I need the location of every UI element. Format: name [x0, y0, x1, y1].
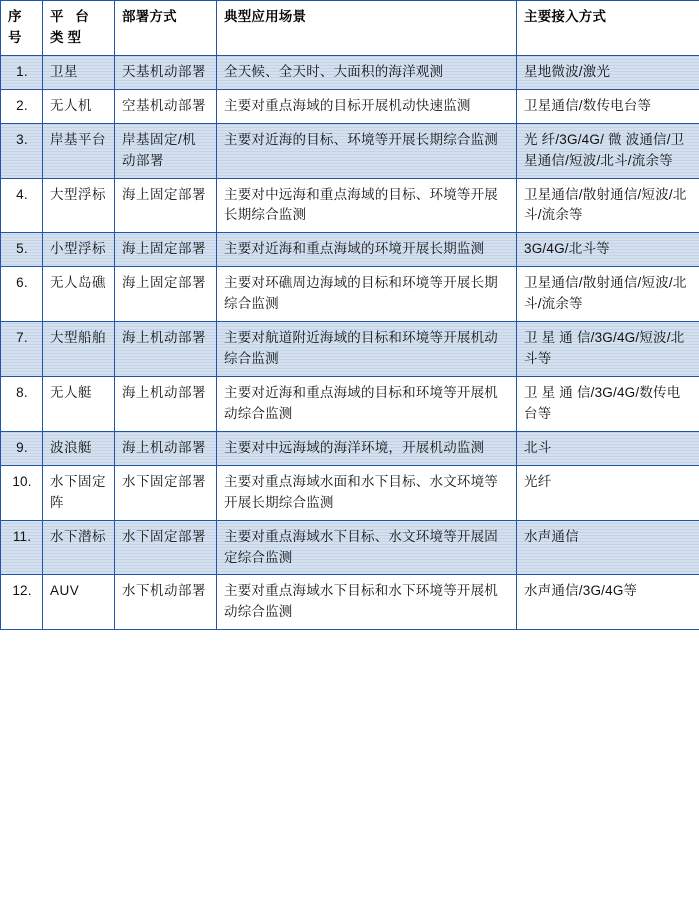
cell-typical-application — [217, 431, 517, 465]
cell-platform-type — [43, 55, 115, 89]
cell-typical-application-text: 主要对环礁周边海域的目标和环境等开展长期综合监测 — [224, 275, 498, 312]
cell-typical-application — [217, 376, 517, 431]
cell-typical-application-text: 主要对近海的目标、环境等开展长期综合监测 — [224, 131, 498, 147]
cell-typical-application — [217, 178, 517, 233]
cell-deployment-method — [115, 465, 217, 520]
cell-serial-number — [1, 178, 43, 233]
cell-deployment-method — [115, 575, 217, 630]
cell-serial-number-text: 6. — [16, 275, 28, 291]
cell-serial-number-text: 12. — [12, 583, 32, 599]
cell-platform-type — [43, 431, 115, 465]
cell-platform-type-text: AUV — [50, 583, 80, 599]
cell-deployment-method — [115, 431, 217, 465]
table-header — [1, 1, 699, 56]
cell-typical-application-text: 主要对重点海域水面和水下目标、水文环境等开展长期综合监测 — [224, 473, 498, 510]
cell-serial-number-text: 10. — [12, 473, 32, 489]
cell-serial-number — [1, 55, 43, 89]
cell-deployment-method-text: 海上机动部署 — [122, 330, 206, 346]
column-header-serial-number: 序 号 — [1, 1, 43, 56]
table-row — [1, 267, 699, 322]
column-header-access-method: 主要接入方式 — [517, 1, 699, 56]
cell-deployment-method-text: 海上固定部署 — [122, 275, 206, 291]
table-row — [1, 575, 699, 630]
cell-access-method — [517, 267, 699, 322]
cell-serial-number-text: 7. — [16, 330, 28, 346]
table-row — [1, 465, 699, 520]
cell-typical-application-text: 主要对中远海域的海洋环境，开展机动监测 — [224, 439, 485, 455]
cell-deployment-method-text: 空基机动部署 — [122, 97, 206, 113]
cell-deployment-method-text: 水下固定部署 — [122, 473, 206, 489]
cell-typical-application — [217, 520, 517, 575]
cell-deployment-method-text: 海上机动部署 — [122, 439, 206, 455]
cell-access-method — [517, 376, 699, 431]
cell-serial-number — [1, 322, 43, 377]
cell-access-method — [517, 89, 699, 123]
cell-deployment-method-text: 岸基固定/机动部署 — [122, 131, 197, 168]
cell-serial-number — [1, 520, 43, 575]
cell-serial-number-text: 8. — [16, 384, 28, 400]
cell-deployment-method — [115, 178, 217, 233]
cell-access-method — [517, 322, 699, 377]
cell-deployment-method-text: 水下固定部署 — [122, 528, 206, 544]
cell-serial-number — [1, 233, 43, 267]
cell-serial-number — [1, 575, 43, 630]
cell-access-method-text: 卫星通信/散射通信/短波/北斗/流余等 — [524, 275, 687, 312]
column-header-typical-application: 典型应用场景 — [217, 1, 517, 56]
cell-serial-number-text: 2. — [16, 97, 28, 113]
cell-serial-number-text: 11. — [12, 528, 32, 544]
cell-access-method — [517, 123, 699, 178]
cell-serial-number — [1, 123, 43, 178]
column-header-deployment-method: 部署方式 — [115, 1, 217, 56]
cell-deployment-method — [115, 233, 217, 267]
cell-typical-application-text: 主要对航道附近海域的目标和环境等开展机动综合监测 — [224, 330, 498, 367]
table-row — [1, 520, 699, 575]
cell-platform-type-text: 大型船舶 — [50, 330, 106, 346]
cell-serial-number — [1, 465, 43, 520]
cell-serial-number-text: 5. — [16, 241, 28, 257]
cell-deployment-method — [115, 322, 217, 377]
table-row — [1, 431, 699, 465]
cell-deployment-method-text: 海上固定部署 — [122, 186, 206, 202]
cell-platform-type-text: 波浪艇 — [50, 439, 92, 455]
cell-access-method-text: 卫 星 通 信/3G/4G/短波/北斗等 — [524, 330, 685, 367]
cell-access-method — [517, 233, 699, 267]
cell-serial-number — [1, 376, 43, 431]
cell-access-method-text: 星地微波/激光 — [524, 63, 611, 79]
cell-deployment-method — [115, 89, 217, 123]
cell-typical-application — [217, 55, 517, 89]
cell-deployment-method — [115, 123, 217, 178]
cell-typical-application-text: 主要对重点海域的目标开展机动快速监测 — [224, 97, 471, 113]
cell-platform-type — [43, 376, 115, 431]
cell-serial-number-text: 4. — [16, 186, 28, 202]
table-row — [1, 233, 699, 267]
cell-access-method-text: 光纤 — [524, 473, 552, 489]
cell-access-method — [517, 465, 699, 520]
cell-platform-type — [43, 520, 115, 575]
cell-serial-number — [1, 89, 43, 123]
cell-typical-application — [217, 322, 517, 377]
cell-platform-type-text: 水下固定阵 — [50, 473, 106, 510]
cell-access-method-text: 光 纤/3G/4G/ 微 波通信/卫星通信/短波/北斗/流余等 — [524, 131, 685, 168]
cell-deployment-method — [115, 520, 217, 575]
cell-deployment-method — [115, 376, 217, 431]
cell-typical-application-text: 全天候、全天时、大面积的海洋观测 — [224, 63, 444, 79]
cell-typical-application-text: 主要对近海和重点海域的目标和环境等开展机动综合监测 — [224, 384, 498, 421]
table-row — [1, 55, 699, 89]
cell-platform-type — [43, 89, 115, 123]
cell-deployment-method-text: 水下机动部署 — [122, 583, 206, 599]
table-row — [1, 376, 699, 431]
cell-deployment-method-text: 海上固定部署 — [122, 241, 206, 257]
cell-platform-type-text: 水下潜标 — [50, 528, 106, 544]
cell-access-method — [517, 431, 699, 465]
cell-serial-number-text: 3. — [16, 131, 28, 147]
cell-platform-type — [43, 123, 115, 178]
cell-serial-number — [1, 267, 43, 322]
cell-access-method-text: 卫 星 通 信/3G/4G/数传电台等 — [524, 384, 681, 421]
cell-access-method-text: 3G/4G/北斗等 — [524, 241, 610, 257]
cell-deployment-method-text: 海上机动部署 — [122, 384, 206, 400]
cell-typical-application-text: 主要对中远海和重点海域的目标、环境等开展长期综合监测 — [224, 186, 498, 223]
cell-typical-application — [217, 123, 517, 178]
cell-access-method-text: 水声通信 — [524, 528, 579, 544]
cell-platform-type — [43, 233, 115, 267]
cell-serial-number — [1, 431, 43, 465]
table-row — [1, 322, 699, 377]
cell-platform-type-text: 大型浮标 — [50, 186, 106, 202]
cell-typical-application — [217, 575, 517, 630]
table-row — [1, 178, 699, 233]
cell-deployment-method — [115, 55, 217, 89]
cell-typical-application — [217, 233, 517, 267]
cell-access-method-text: 卫星通信/数传电台等 — [524, 97, 652, 113]
cell-platform-type-text: 岸基平台 — [50, 131, 106, 147]
cell-platform-type-text: 小型浮标 — [50, 241, 106, 257]
header-row — [1, 1, 699, 56]
column-header-platform-type: 平 台 类型 — [43, 1, 115, 56]
table-row — [1, 89, 699, 123]
cell-platform-type — [43, 178, 115, 233]
cell-typical-application — [217, 89, 517, 123]
cell-platform-type — [43, 575, 115, 630]
cell-typical-application-text: 主要对近海和重点海域的环境开展长期监测 — [224, 241, 485, 257]
cell-serial-number-text: 1. — [16, 63, 28, 79]
cell-access-method — [517, 575, 699, 630]
cell-platform-type-text: 无人岛礁 — [50, 275, 106, 291]
cell-typical-application-text: 主要对重点海域水下目标、水文环境等开展固定综合监测 — [224, 528, 498, 565]
cell-access-method — [517, 55, 699, 89]
cell-platform-type — [43, 322, 115, 377]
cell-deployment-method-text: 天基机动部署 — [122, 63, 206, 79]
cell-platform-type-text: 卫星 — [50, 63, 78, 79]
cell-typical-application-text: 主要对重点海域水下目标和水下环境等开展机动综合监测 — [224, 583, 498, 620]
cell-access-method — [517, 178, 699, 233]
cell-serial-number-text: 9. — [16, 439, 28, 455]
table-body — [1, 55, 699, 629]
cell-platform-type — [43, 465, 115, 520]
cell-typical-application — [217, 267, 517, 322]
cell-access-method-text: 北斗 — [524, 439, 552, 455]
cell-typical-application — [217, 465, 517, 520]
table-row — [1, 123, 699, 178]
cell-platform-type-text: 无人艇 — [50, 384, 92, 400]
cell-platform-type — [43, 267, 115, 322]
cell-deployment-method — [115, 267, 217, 322]
cell-access-method-text: 卫星通信/散射通信/短波/北斗/流余等 — [524, 186, 687, 223]
cell-platform-type-text: 无人机 — [50, 97, 92, 113]
cell-access-method-text: 水声通信/3G/4G等 — [524, 583, 638, 599]
cell-access-method — [517, 520, 699, 575]
